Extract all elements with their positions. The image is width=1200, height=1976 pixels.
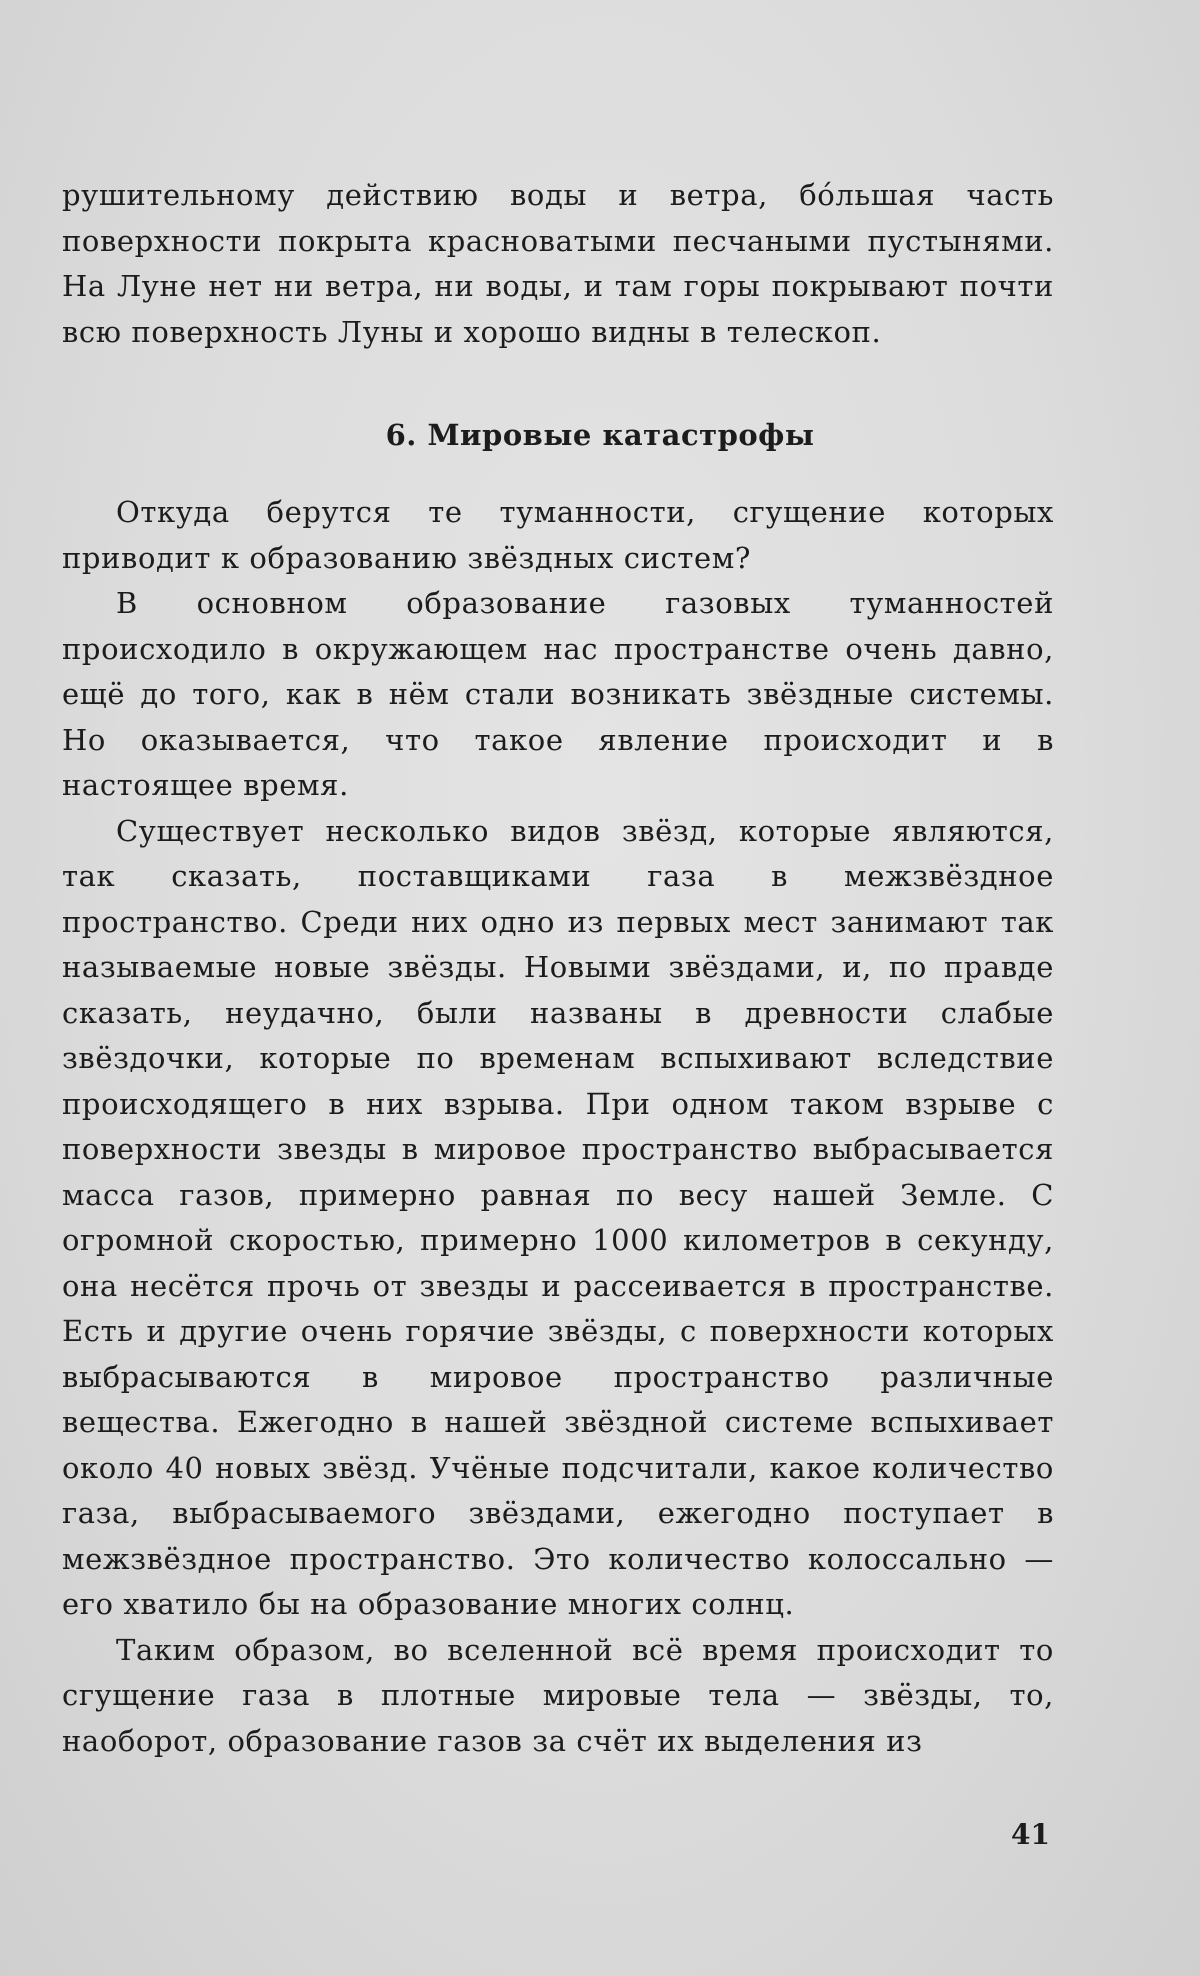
continuation-paragraph: рушительному действию воды и ветра, бо́льшая часть поверхности покрыта красноватыми песчаными пустынями. На Луне нет ни ветра, ни воды, и там горы покрывают почти всю поверхность Луны и хорошо видны в телескоп. (62, 178, 1054, 349)
section-body (62, 490, 1054, 1764)
paragraph-2: В основном образование газовых туманностей происходило в окружающем нас пространстве очень давно, ещё до того, как в нём стали возникать звёздные системы. Но оказывается, что такое явление происходит и в настоящее время. (62, 586, 1054, 802)
section-heading: 6. Мировые катастрофы (385, 418, 815, 452)
paragraph-1: Откуда берутся те туманности, сгущение которых приводит к образованию звёздных систем? (62, 495, 1054, 575)
continuation-text (62, 173, 1054, 355)
paragraph-4: Таким образом, во вселенной всё время происходит то сгущение газа в плотные мировые тела — звёзды, то, наоборот, образование газов за счёт их выделения из (62, 1632, 1054, 1758)
paragraph-3: Существует несколько видов звёзд, которые являются, так сказать, поставщиками газа в межзвёздное пространство. Среди них одно из первых мест занимают так называемые новые звёзды. Новыми звёздами, и, по правде сказать, неудачно, были названы в древности слабые звёздочки, которые по временам вспыхивают вследствие происходящего в них взрыва. При одном таком взрыве с поверхности звезды в мировое пространство выбрасывается масса газов, примерно равная по весу нашей Земле. С огромной скоростью, примерно 1000 километров в секунду, она несётся прочь от звезды и рассеивается в пространстве. Есть и другие очень горячие звёзды, с поверхности которых выбрасываются в мировое пространство различные вещества. Ежегодно в нашей звёздной системе вспыхивает около 40 новых звёзд. Учёные подсчитали, какое количество газа, выбрасываемого звёздами, ежегодно поступает в межзвёздное пространство. Это количество колоссально — его хватило бы на образование многих солнц. (62, 813, 1054, 1621)
page-number: 41 (1011, 1818, 1050, 1851)
